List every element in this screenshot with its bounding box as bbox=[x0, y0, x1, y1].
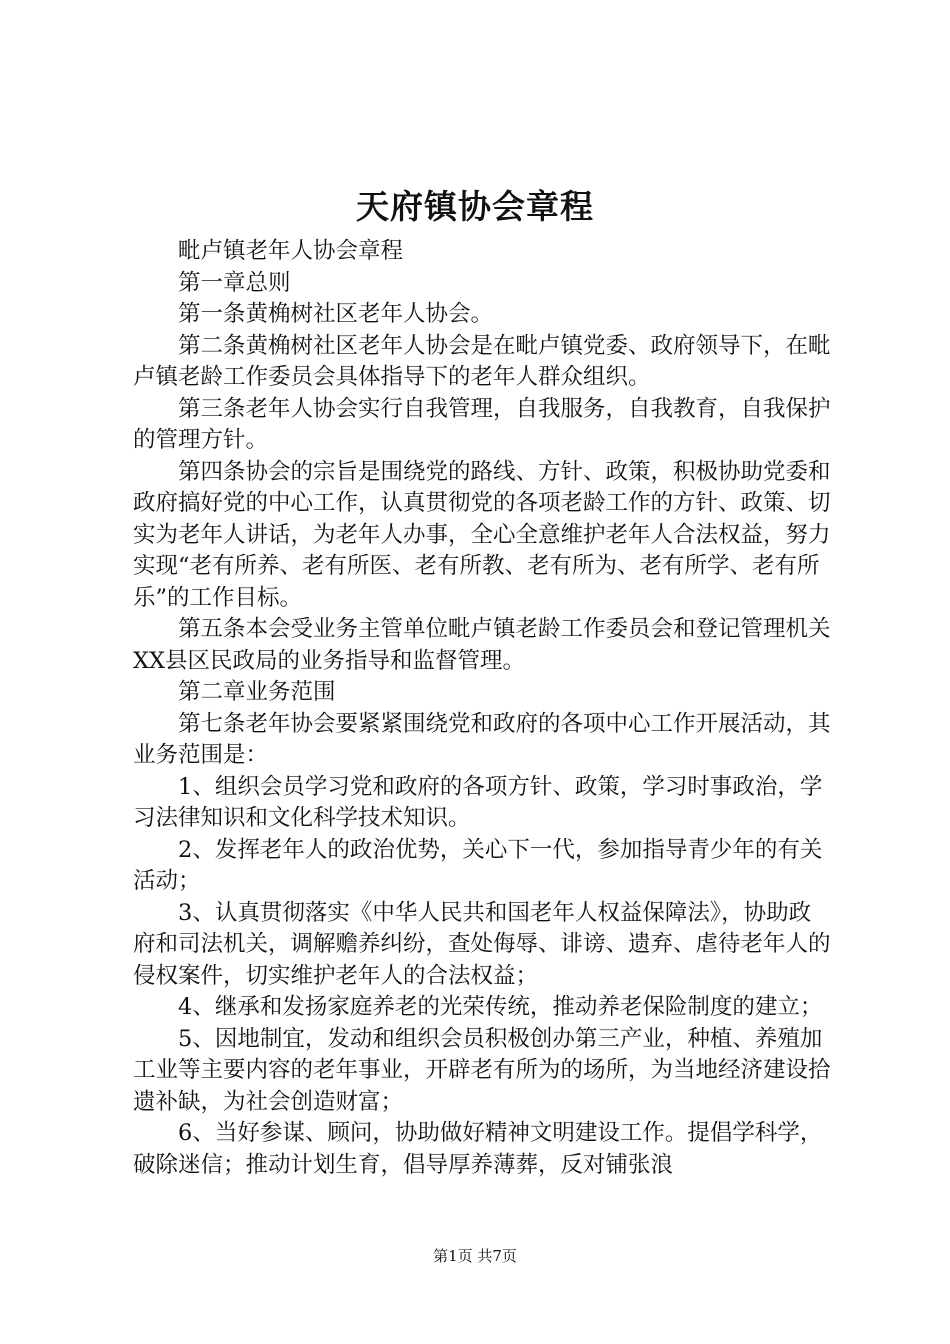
paragraph: 4、继承和发扬家庭养老的光荣传统，推动养老保险制度的建立； bbox=[178, 994, 823, 1020]
paragraph: 第四条协会的宗旨是围绕党的路线、方针、政策，积极协助党委和政府搞好党的中心工作，认真贯彻党的各项老龄工作的方针、政策、切实为老年人讲话，为老年人办事，全心全意维护老年人合法权益，努力实现“老有所养、老有所医、老有所教、老有所为、老有所学、老有所乐”的工作目标。 bbox=[133, 458, 831, 611]
document-body bbox=[133, 236, 833, 1181]
document-title: 天府镇协会章程 bbox=[356, 187, 594, 226]
paragraph: 第二章业务范围 bbox=[178, 679, 336, 705]
paragraph: 1、组织会员学习党和政府的各项方针、政策，学习时事政治，学习法律知识和文化科学技术知识。 bbox=[133, 773, 823, 831]
page-footer: 第1页 共7页 bbox=[433, 1247, 517, 1265]
paragraph: 第一条黄桷树社区老年人协会。 bbox=[178, 301, 494, 327]
paragraph: 3、认真贯彻落实《中华人民共和国老年人权益保障法》，协助政府和司法机关，调解赡养纠纷，查处侮辱、诽谤、遗弃、虐待老年人的侵权案件，切实维护老年人的合法权益； bbox=[133, 899, 831, 989]
paragraph: 毗卢镇老年人协会章程 bbox=[178, 238, 404, 264]
paragraph: 5、因地制宜，发动和组织会员积极创办第三产业，种植、养殖加工业等主要内容的老年事业，开辟老有所为的场所，为当地经济建设拾遗补缺，为社会创造财富； bbox=[133, 1025, 831, 1115]
paragraph: 第二条黄桷树社区老年人协会是在毗卢镇党委、政府领导下，在毗卢镇老龄工作委员会具体指导下的老年人群众组织。 bbox=[133, 332, 831, 390]
paragraph: 第三条老年人协会实行自我管理，自我服务，自我教育，自我保护的管理方针。 bbox=[133, 395, 831, 453]
paragraph: 第一章总则 bbox=[178, 269, 291, 296]
paragraph: 6、当好参谋、顾问，协助做好精神文明建设工作。提倡学科学，破除迷信；推动计划生育，倡导厚养薄葬，反对铺张浪 bbox=[133, 1120, 823, 1178]
paragraph: 第七条老年协会要紧紧围绕党和政府的各项中心工作开展活动，其业务范围是： bbox=[133, 710, 831, 768]
paragraph: 2、发挥老年人的政治优势，关心下一代，参加指导青少年的有关活动； bbox=[133, 836, 823, 894]
paragraph: 第五条本会受业务主管单位毗卢镇老龄工作委员会和登记管理机关XX县区民政局的业务指导和监督管理。 bbox=[133, 616, 831, 674]
